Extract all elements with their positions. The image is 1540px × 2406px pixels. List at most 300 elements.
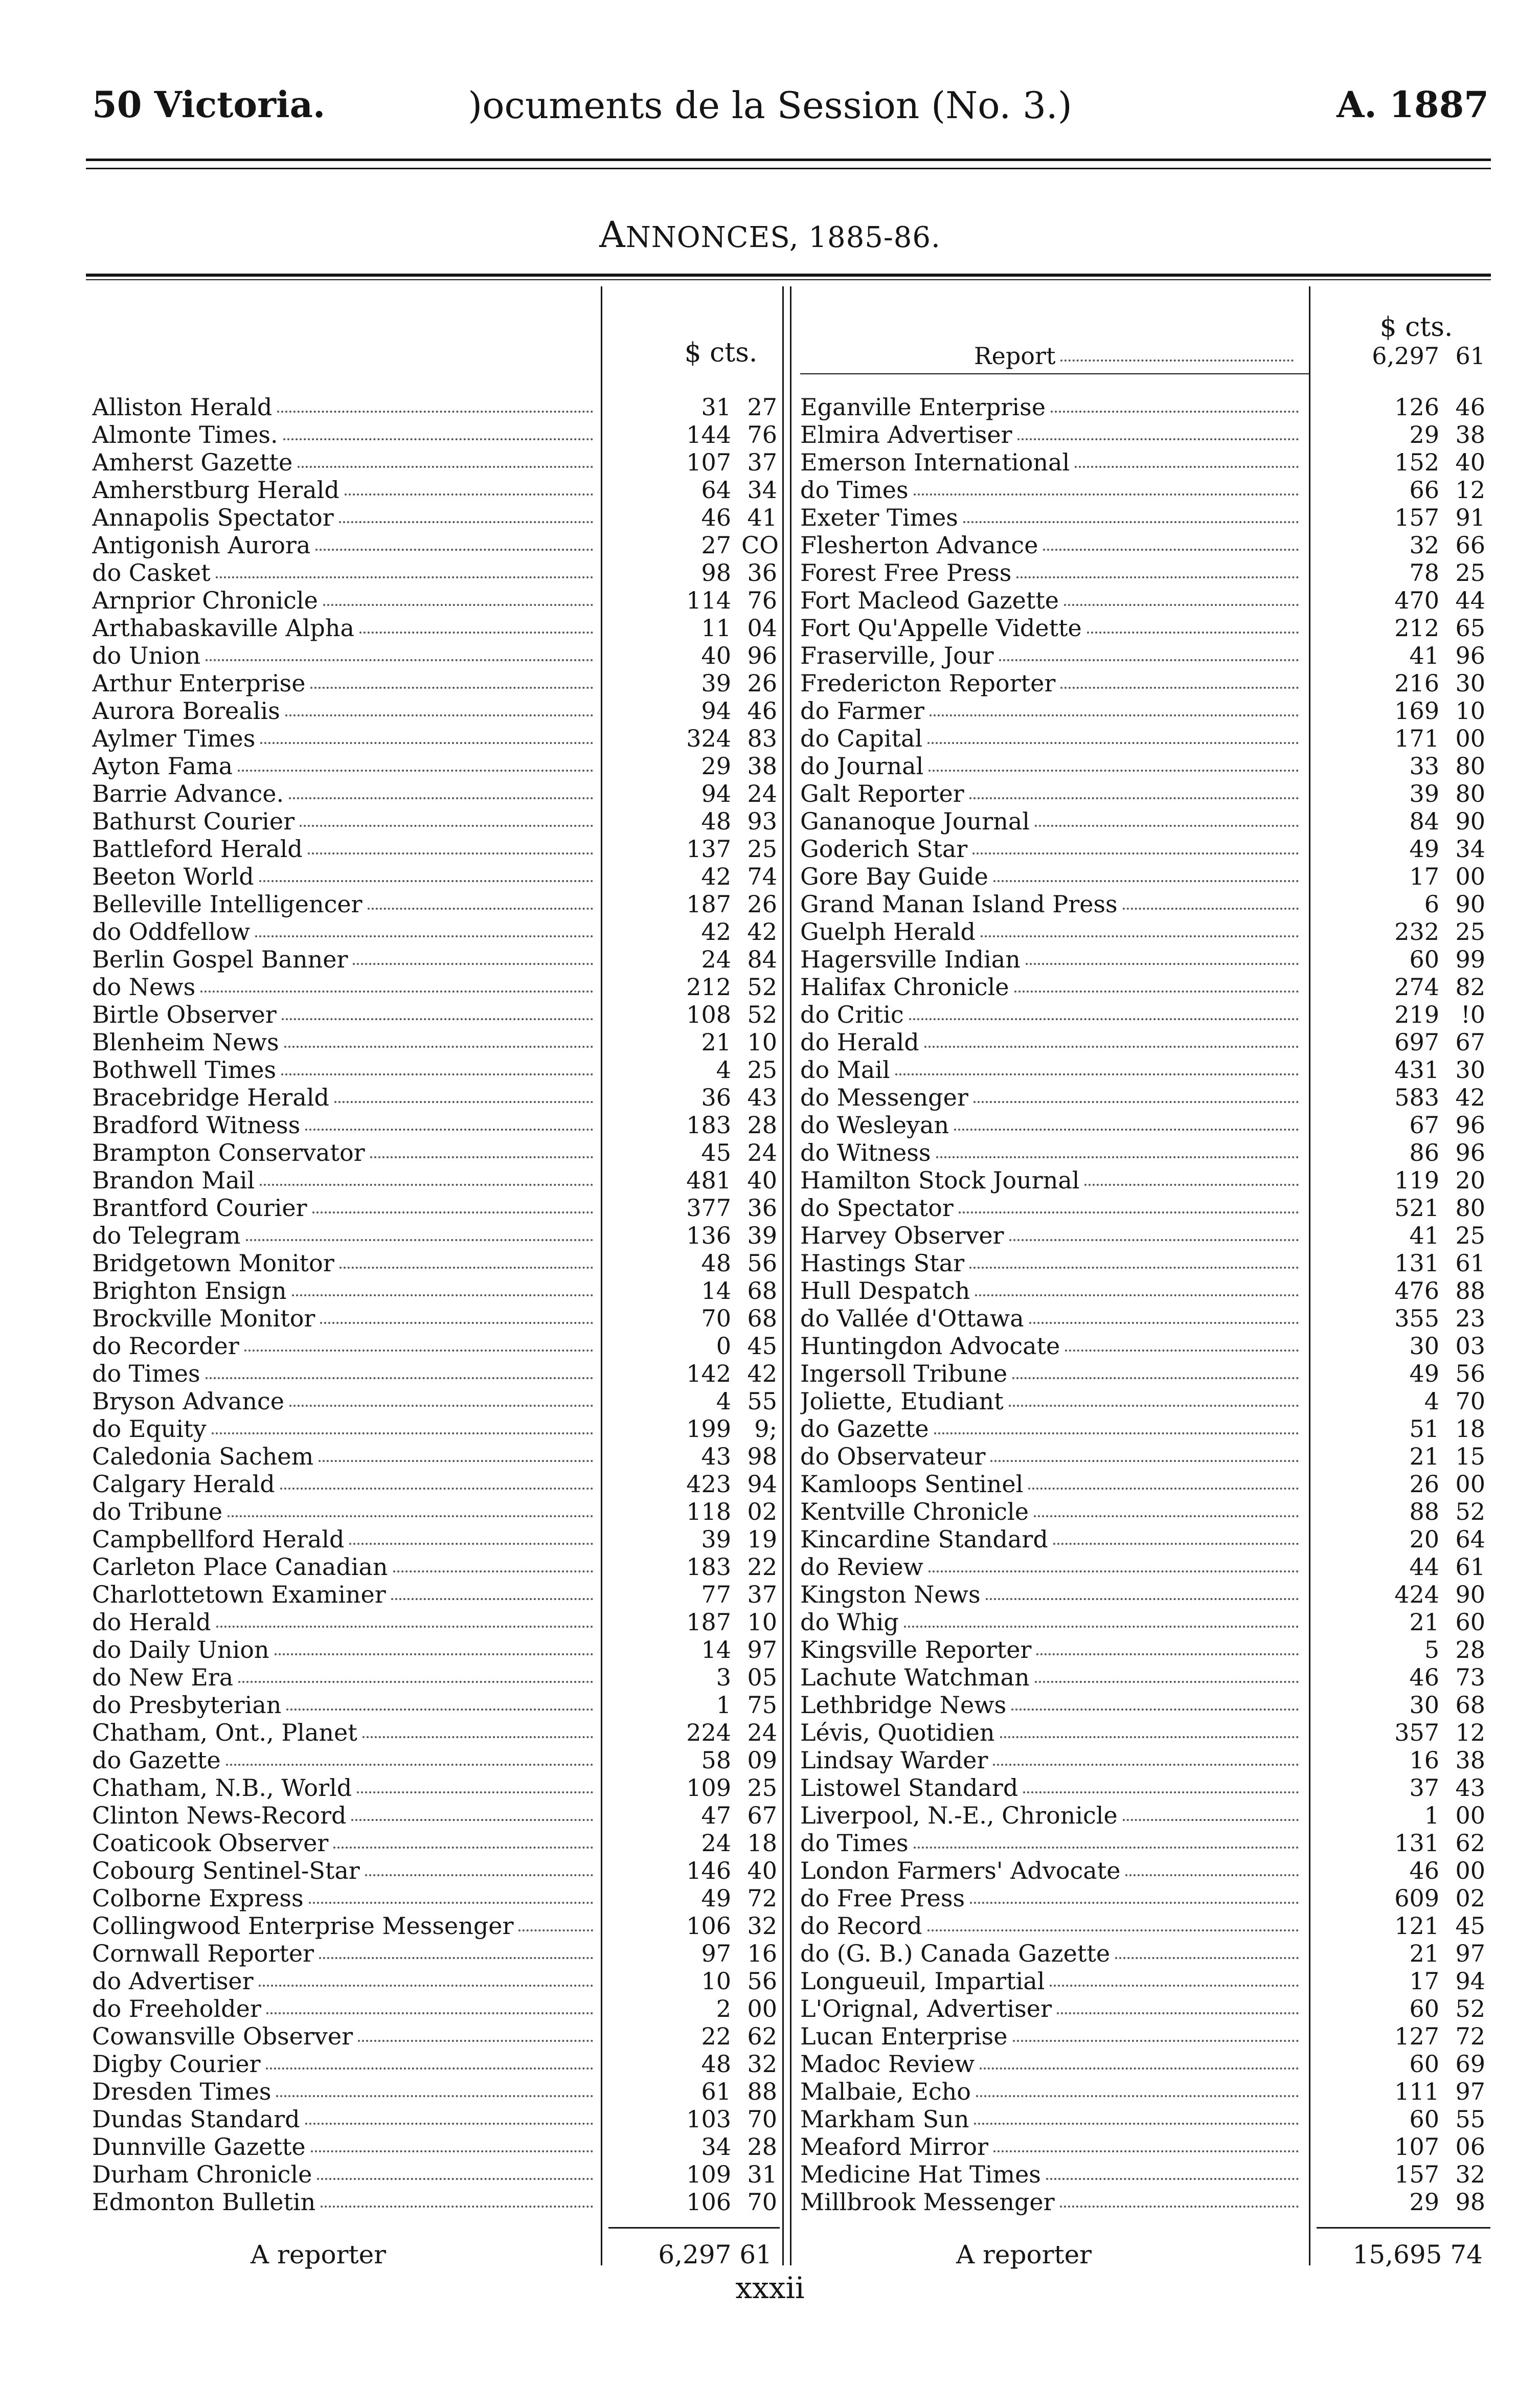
amount — [614, 2078, 777, 2105]
leader-dots — [969, 780, 1299, 799]
amount — [1314, 394, 1485, 421]
table-row — [800, 394, 1485, 421]
amount-dollars: 583 — [1394, 1084, 1439, 1111]
amount — [1314, 1885, 1485, 1912]
amount-dollars: 157 — [1394, 504, 1439, 531]
table-row — [92, 780, 777, 807]
amount-cents: 55 — [747, 1387, 777, 1415]
carry-rule — [800, 373, 1309, 374]
row-entry — [92, 1498, 598, 1525]
amount-dollars: 17 — [1409, 1967, 1439, 1995]
amount-dollars: 39 — [701, 1525, 731, 1553]
leader-dots — [298, 449, 593, 468]
amount-dollars: 58 — [701, 1746, 731, 1774]
table-row — [800, 1636, 1485, 1663]
amount-dollars: 42 — [701, 918, 731, 946]
leader-dots — [972, 836, 1299, 855]
amount — [1314, 1857, 1485, 1884]
newspaper-name: Millbrook Messenger — [800, 2189, 1055, 2216]
amount — [614, 2106, 777, 2133]
leader-dots — [999, 642, 1299, 661]
amount — [1314, 1913, 1485, 1940]
amount-cents: 19 — [747, 1525, 777, 1553]
leader-dots — [300, 808, 593, 827]
newspaper-name: Joliette, Etudiant — [800, 1388, 1004, 1415]
amount — [1314, 1056, 1485, 1084]
leader-dots — [259, 1968, 593, 1987]
amount — [614, 1636, 777, 1663]
leader-dots — [1064, 587, 1299, 606]
table-row — [800, 449, 1485, 476]
row-entry — [92, 1471, 598, 1498]
table-row — [800, 1526, 1485, 1553]
amount-cents: 70 — [1455, 1387, 1485, 1415]
amount-dollars: 187 — [686, 890, 731, 918]
amount-dollars: 119 — [1394, 1166, 1439, 1194]
amount-cents: 40 — [747, 1857, 777, 1884]
amount — [614, 1222, 777, 1249]
table-row — [800, 1001, 1485, 1028]
newspaper-name: Edmonton Bulletin — [92, 2189, 316, 2216]
leader-dots — [518, 1913, 593, 1931]
row-entry — [92, 725, 598, 752]
row-entry — [92, 1581, 598, 1608]
row-entry — [92, 698, 598, 725]
amount — [1314, 2161, 1485, 2188]
amount-dollars: 481 — [686, 1166, 731, 1194]
amount-cents: 42 — [747, 1360, 777, 1387]
amount-cents: 76 — [747, 587, 777, 614]
newspaper-name: Liverpool, N.-E., Chronicle — [800, 1802, 1118, 1829]
newspaper-name: Digby Courier — [92, 2051, 261, 2078]
amount — [614, 615, 777, 642]
leader-dots — [255, 918, 593, 937]
amount — [614, 1719, 777, 1746]
amount-dollars: 60 — [1409, 2105, 1439, 2133]
amount — [614, 642, 777, 669]
row-entry — [92, 1885, 598, 1912]
newspaper-name: Listowel Standard — [800, 1774, 1018, 1802]
amount-cents: 62 — [1455, 1829, 1485, 1857]
row-entry — [800, 670, 1304, 697]
row-entry — [800, 1719, 1304, 1746]
leader-dots — [930, 698, 1299, 716]
row-entry — [92, 753, 598, 780]
amount-dollars: 20 — [1409, 1525, 1439, 1553]
amount — [1314, 1222, 1485, 1249]
amount-cents: 52 — [1455, 1995, 1485, 2022]
amount — [614, 449, 777, 476]
amount — [1314, 1609, 1485, 1636]
newspaper-name: do Critic — [800, 1001, 904, 1028]
amount — [614, 863, 777, 890]
amount — [614, 1774, 777, 1802]
row-entry — [800, 1913, 1304, 1940]
leader-dots — [339, 1250, 593, 1269]
leader-dots — [266, 2051, 593, 2070]
amount-dollars: 127 — [1394, 2022, 1439, 2050]
amount-dollars: 27 — [701, 531, 731, 559]
row-entry — [800, 1857, 1304, 1884]
amount-cents: 61 — [1455, 1249, 1485, 1277]
amount-cents: !0 — [1461, 1001, 1485, 1028]
amount-dollars: 106 — [686, 2188, 731, 2216]
row-entry — [800, 1802, 1304, 1829]
table-row — [92, 1995, 777, 2022]
amount-cents: 96 — [1455, 642, 1485, 669]
leader-dots — [319, 1940, 593, 1959]
amount — [614, 753, 777, 780]
table-row — [800, 615, 1485, 642]
amount — [614, 1692, 777, 1719]
newspaper-name: Gore Bay Guide — [800, 863, 988, 890]
row-entry — [800, 2106, 1304, 2133]
newspaper-name: Kingston News — [800, 1581, 981, 1608]
amount-cents: 24 — [747, 1719, 777, 1746]
newspaper-name: Durham Chronicle — [92, 2161, 312, 2188]
leader-dots — [353, 946, 593, 965]
row-entry — [800, 753, 1304, 780]
amount-cents: 25 — [1455, 918, 1485, 946]
amount-cents: 39 — [747, 1222, 777, 1249]
newspaper-name: Emerson International — [800, 449, 1070, 476]
leader-dots — [266, 1995, 593, 2014]
newspaper-name: Forest Free Press — [800, 559, 1012, 587]
amount-dollars: 46 — [1409, 1857, 1439, 1884]
amount-cents: 97 — [1455, 2078, 1485, 2105]
table-row — [92, 587, 777, 614]
amount-cents: 20 — [1455, 1166, 1485, 1194]
newspaper-name: do Daily Union — [92, 1636, 269, 1663]
amount — [614, 1995, 777, 2022]
amount — [614, 2189, 777, 2216]
amount-dollars: 46 — [1409, 1663, 1439, 1691]
amount — [614, 1498, 777, 1525]
amount-cents: 36 — [747, 559, 777, 587]
row-entry — [92, 449, 598, 476]
newspaper-name: Chatham, N.B., World — [92, 1774, 352, 1802]
newspaper-name: do Capital — [800, 725, 923, 752]
table-row — [92, 808, 777, 835]
amount — [1314, 532, 1485, 559]
amount-dollars: 106 — [686, 1912, 731, 1940]
table-row — [92, 2051, 777, 2078]
leader-dots — [1023, 1774, 1299, 1793]
row-entry — [92, 1636, 598, 1663]
leader-dots — [1065, 1333, 1299, 1352]
row-entry — [92, 1443, 598, 1470]
row-entry — [92, 918, 598, 946]
amount-dollars: 216 — [1394, 669, 1439, 697]
amount — [1314, 1112, 1485, 1139]
leader-dots — [359, 615, 593, 634]
table-row — [800, 1857, 1485, 1884]
row-entry — [92, 1029, 598, 1056]
table-row — [92, 1360, 777, 1387]
row-entry — [92, 946, 598, 973]
row-entry — [92, 559, 598, 587]
amount-dollars: 60 — [1409, 2050, 1439, 2078]
newspaper-name: Markham Sun — [800, 2106, 969, 2133]
amount — [1314, 1968, 1485, 1995]
row-entry — [800, 946, 1304, 973]
amount-dollars: 33 — [1409, 752, 1439, 780]
right-total-rule — [1317, 2227, 1490, 2229]
leader-dots — [1035, 1664, 1299, 1683]
table-row — [92, 1526, 777, 1553]
amount — [614, 891, 777, 918]
leader-dots — [289, 1388, 593, 1407]
newspaper-name: do Spectator — [800, 1195, 954, 1222]
left-unit-header: $ cts. — [684, 338, 758, 368]
leader-dots — [1036, 1636, 1299, 1655]
amount-dollars: 30 — [1409, 1691, 1439, 1719]
amount-dollars: 77 — [701, 1581, 731, 1608]
table-row — [92, 1084, 777, 1111]
amount-dollars: 39 — [701, 669, 731, 697]
table-row — [800, 1277, 1485, 1305]
amount — [1314, 642, 1485, 669]
row-entry — [92, 615, 598, 642]
amount — [1314, 780, 1485, 807]
leader-dots — [1014, 974, 1299, 993]
amount-cents: 40 — [1455, 448, 1485, 476]
row-entry — [92, 1857, 598, 1884]
row-entry — [800, 2133, 1304, 2161]
amount-cents: 75 — [747, 1691, 777, 1719]
amount-dollars: 0 — [716, 1332, 731, 1360]
amount-cents: 00 — [1455, 1802, 1485, 1829]
amount — [1314, 808, 1485, 835]
amount-dollars: 171 — [1394, 725, 1439, 752]
row-entry — [92, 1001, 598, 1028]
amount — [614, 1084, 777, 1111]
table-row — [92, 477, 777, 504]
amount — [1314, 1084, 1485, 1111]
newspaper-name: Brantford Courier — [92, 1195, 307, 1222]
amount-dollars: 78 — [1409, 559, 1439, 587]
row-entry — [92, 780, 598, 807]
amount-cents: 65 — [1455, 614, 1485, 642]
row-entry — [92, 1913, 598, 1940]
newspaper-name: do Gazette — [800, 1415, 929, 1443]
table-row — [800, 1084, 1485, 1111]
table-row — [92, 2078, 777, 2105]
row-entry — [92, 477, 598, 504]
table-row — [800, 1029, 1485, 1056]
amount — [1314, 698, 1485, 725]
leader-dots — [281, 1056, 593, 1075]
table-row — [800, 1664, 1485, 1691]
table-row — [92, 1388, 777, 1415]
center-rule-a — [782, 286, 784, 2265]
table-row — [800, 918, 1485, 946]
amount-dollars: 21 — [701, 1028, 731, 1056]
amount-cents: 64 — [1455, 1525, 1485, 1553]
leader-dots — [1016, 559, 1299, 578]
amount-cents: 24 — [747, 1139, 777, 1166]
amount-cents: 70 — [747, 2105, 777, 2133]
newspaper-name: do Casket — [92, 559, 211, 587]
amount-cents: 80 — [1455, 752, 1485, 780]
row-entry — [92, 670, 598, 697]
amount-dollars: 17 — [1409, 863, 1439, 890]
amount-cents: 56 — [747, 1249, 777, 1277]
amount-cents: 24 — [747, 780, 777, 807]
amount-dollars: 61 — [701, 2078, 731, 2105]
table-row — [800, 421, 1485, 448]
leader-dots — [974, 2106, 1299, 2125]
newspaper-name: Exeter Times — [800, 504, 958, 531]
row-entry — [800, 1526, 1304, 1553]
table-row — [800, 1250, 1485, 1277]
amount-cents: 60 — [1455, 1608, 1485, 1636]
amount-dollars: 111 — [1394, 2078, 1439, 2105]
leader-dots — [1009, 1388, 1299, 1407]
table-row — [800, 1913, 1485, 1940]
leader-dots — [1084, 1167, 1299, 1186]
row-entry — [92, 1056, 598, 1084]
leader-dots — [286, 1692, 593, 1711]
row-entry — [800, 449, 1304, 476]
row-entry — [92, 1774, 598, 1802]
row-entry — [92, 1719, 598, 1746]
leader-dots — [1050, 1968, 1299, 1987]
section-title: ANNONCES, 1885-86. — [599, 214, 941, 256]
table-row — [92, 1001, 777, 1028]
leader-dots — [1075, 449, 1299, 468]
leader-dots — [289, 780, 593, 799]
amount-dollars: 94 — [701, 780, 731, 807]
amount — [1314, 891, 1485, 918]
amount — [1314, 421, 1485, 448]
table-row — [800, 780, 1485, 807]
amount — [1314, 1305, 1485, 1332]
leader-dots — [1026, 946, 1299, 965]
amount — [1314, 1802, 1485, 1829]
table-row — [92, 698, 777, 725]
row-entry — [800, 891, 1304, 918]
amount-dollars: 5 — [1424, 1636, 1439, 1663]
row-entry — [92, 1250, 598, 1277]
row-entry — [92, 1112, 598, 1139]
amount-cents: 15 — [1455, 1443, 1485, 1470]
leader-dots — [284, 1029, 593, 1048]
amount-cents: 32 — [747, 1912, 777, 1940]
leader-dots — [1034, 1498, 1299, 1517]
table-row — [800, 1498, 1485, 1525]
amount-cents: 88 — [747, 2078, 777, 2105]
amount — [1314, 2133, 1485, 2161]
amount-cents: 73 — [1455, 1663, 1485, 1691]
leader-dots — [391, 1581, 593, 1600]
table-row — [800, 2133, 1485, 2161]
table-row — [92, 1443, 777, 1470]
amount-cents: 66 — [1455, 531, 1485, 559]
amount — [1314, 1029, 1485, 1056]
newspaper-name: Hull Despatch — [800, 1277, 970, 1305]
amount — [1314, 1001, 1485, 1028]
amount — [1314, 974, 1485, 1001]
amount-dollars: 470 — [1394, 587, 1439, 614]
leader-dots — [228, 1498, 593, 1517]
row-entry — [800, 2023, 1304, 2050]
row-entry — [92, 587, 598, 614]
leader-dots — [311, 2133, 593, 2152]
row-entry — [800, 477, 1304, 504]
leader-dots — [975, 1277, 1299, 1296]
table-row — [800, 1802, 1485, 1829]
newspaper-name: do Wesleyan — [800, 1112, 949, 1139]
amount-cents: 98 — [1455, 2188, 1485, 2216]
row-entry — [800, 836, 1304, 863]
row-entry — [92, 2161, 598, 2188]
newspaper-name: Guelph Herald — [800, 918, 976, 946]
table-row — [800, 2161, 1485, 2188]
amount-cents: 12 — [1455, 476, 1485, 504]
left-footer-label: A reporter — [251, 2240, 387, 2269]
amount-cents: 82 — [1455, 973, 1485, 1001]
row-entry — [800, 1940, 1304, 1967]
row-entry — [800, 2078, 1304, 2105]
amount — [1314, 1719, 1485, 1746]
leader-dots — [260, 725, 593, 744]
left-total-rule — [608, 2227, 780, 2229]
amount — [1314, 1277, 1485, 1305]
amount — [614, 1885, 777, 1912]
amount-cents: 28 — [1455, 1636, 1485, 1663]
amount-dollars: 142 — [686, 1360, 731, 1387]
amount-cents: 04 — [747, 614, 777, 642]
amount-dollars: 60 — [1409, 1995, 1439, 2022]
row-entry — [92, 2133, 598, 2161]
newspaper-name: Cowansville Observer — [92, 2023, 353, 2050]
row-entry — [800, 532, 1304, 559]
newspaper-name: do News — [92, 974, 196, 1001]
row-entry — [800, 1139, 1304, 1166]
table-row — [800, 1112, 1485, 1139]
leader-dots — [993, 1747, 1299, 1766]
leader-dots — [333, 1830, 593, 1849]
table-row — [800, 1056, 1485, 1084]
row-entry — [800, 1747, 1304, 1774]
newspaper-name: Clinton News-Record — [92, 1802, 347, 1829]
table-row — [800, 974, 1485, 1001]
amount-dollars: 136 — [686, 1222, 731, 1249]
table-row — [92, 1664, 777, 1691]
newspaper-name: do Farmer — [800, 698, 924, 725]
leader-dots — [1123, 891, 1299, 910]
amount-dollars: 424 — [1394, 1581, 1439, 1608]
row-entry — [800, 1415, 1304, 1443]
amount-dollars: 476 — [1394, 1277, 1439, 1305]
newspaper-name: Longueuil, Impartial — [800, 1968, 1045, 1995]
newspaper-name: Arnprior Chronicle — [92, 587, 318, 614]
row-entry — [800, 1443, 1304, 1470]
row-entry — [92, 1388, 598, 1415]
amount — [614, 1360, 777, 1387]
leader-dots — [993, 2133, 1299, 2152]
amount-dollars: 66 — [1409, 476, 1439, 504]
amount — [614, 1940, 777, 1967]
row-entry — [800, 1995, 1304, 2022]
table-row — [92, 1333, 777, 1360]
amount — [614, 2023, 777, 2050]
amount-dollars: 224 — [686, 1719, 731, 1746]
amount-cents: 00 — [1455, 863, 1485, 890]
newspaper-name: do Whig — [800, 1609, 899, 1636]
table-row — [92, 891, 777, 918]
